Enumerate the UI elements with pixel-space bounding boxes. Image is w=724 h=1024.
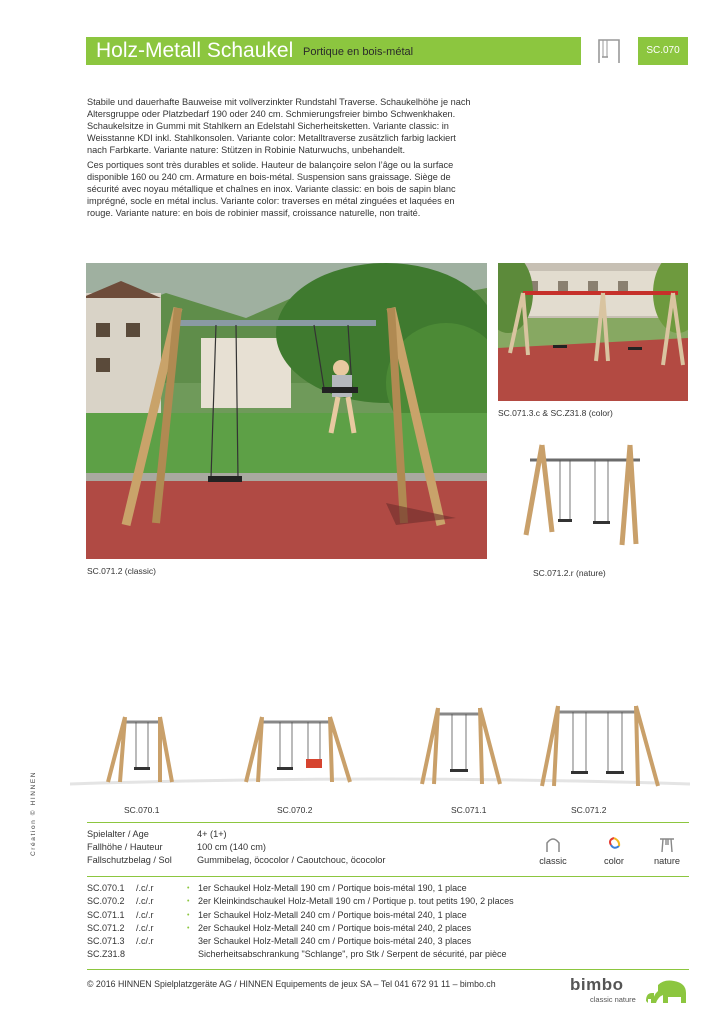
specs-table	[87, 828, 385, 867]
color-swirl-icon	[605, 836, 623, 852]
product-label: SC.070.2	[277, 805, 313, 815]
variant-label: nature	[653, 856, 681, 866]
arch-icon	[544, 836, 562, 852]
item-marker: •	[187, 911, 190, 919]
item-code: SC.071.2	[87, 922, 125, 933]
page-subtitle: Portique en bois-métal	[303, 46, 414, 58]
elephant-icon	[644, 979, 690, 1005]
caption-nature-render: SC.071.2.r (nature)	[533, 568, 606, 578]
divider	[87, 969, 689, 970]
spec-value: 4+ (1+)	[197, 829, 227, 839]
spec-value: Gummibelag, öcocolor / Caoutchouc, öcocolor	[197, 855, 386, 865]
item-code: SC.071.1	[87, 909, 125, 920]
product-label: SC.071.2	[571, 805, 607, 815]
item-description: 3er Schaukel Holz-Metall 240 cm / Portique bois-métal 240, 3 places	[198, 936, 472, 947]
main-photo	[86, 263, 487, 559]
item-description: 2er Schaukel Holz-Metall 240 cm / Portique bois-métal 240, 2 places	[198, 922, 472, 933]
product-label: SC.071.1	[451, 805, 487, 815]
variant-color	[589, 836, 639, 866]
footer-text: © 2016 HINNEN Spielplatzgeräte AG / HINNEN Equipements de jeux SA – Tel 041 672 91 11 – bimbo.ch	[87, 979, 496, 989]
nature-variant-render	[520, 440, 645, 550]
logo-brand: bimbo	[570, 975, 624, 994]
item-marker: •	[187, 898, 190, 906]
item-description: Sicherheitsabschrankung "Schlange", pro Stk / Serpent de sécurité, par pièce	[198, 949, 507, 960]
header-code: SC.070	[638, 37, 688, 65]
item-variants: /.c/.r	[136, 936, 154, 947]
logo-tagline: classic nature	[590, 995, 636, 1004]
caption-color-photo: SC.071.3.c & SC.Z31.8 (color)	[498, 408, 613, 418]
product-illustration-sc0711	[422, 708, 500, 784]
variant-label: classic	[539, 856, 567, 866]
item-description: 2er Kleinkindschaukel Holz-Metall 190 cm / Portique p. tout petits 190, 2 places	[198, 896, 514, 907]
product-illustration-sc0712	[542, 706, 658, 786]
item-marker: •	[187, 924, 190, 932]
intro-text-de: Stabile und dauerhafte Bauweise mit vollverzinkter Rundstahl Traverse. Schaukelhöhe je nach Altersgruppe oder Platzbedarf 190 oder 240 cm. Schmierungsfreier bimbo Schwenkhaken. Schaukelsitze in Gummi mit Stahlkern an Edelstahl Sicherheitsketten. Variante classic: in Weisstanne KDI inkl. Stahlkonsolen. Variante color: Metalltraverse zusätzlich farbig lackiert nach Farbkarte. Variante nature: Stützen in Robinie Naturwuchs, unbehandelt.	[87, 97, 471, 155]
item-code: SC.071.3	[87, 936, 125, 947]
item-code: SC.070.1	[87, 883, 125, 893]
swing-frame-icon	[595, 37, 623, 65]
spec-value: 100 cm (140 cm)	[197, 842, 266, 852]
product-illustration-sc0702	[246, 717, 350, 782]
variant-nature	[642, 836, 692, 866]
bimbo-logo	[568, 975, 693, 1010]
item-variants: /.c/.r	[136, 922, 154, 933]
variant-label: color	[604, 856, 624, 866]
item-variants: /.c/.r	[136, 896, 154, 907]
item-code: SC.Z31.8	[87, 949, 126, 960]
page-title: Holz-Metall Schaukel	[96, 39, 294, 62]
item-description: 1er Schaukel Holz-Metall 190 cm / Portique bois-métal 190, 1 place	[198, 883, 467, 893]
variant-classic	[528, 836, 578, 866]
item-marker: •	[187, 885, 190, 892]
item-description: 1er Schaukel Holz-Metall 240 cm / Portique bois-métal 240, 1 place	[198, 909, 467, 920]
spec-row	[87, 854, 385, 867]
intro-text-fr: Ces portiques sont très durables et solide. Hauteur de balançoire selon l’âge ou la surface disponible 160 ou 240 cm. Armature en bois-métal. Suspension sans graissage. Siège de sécurité avec noyau métallique et chaînes en inox. Variante classic: en bois de sapin blanc imprégné, socle en métal inclus. Variante color: traverses en métal zinguées et laquées en rouge. Variante nature: en bois de robinier massif, croissance naturelle, non traité.	[87, 160, 456, 218]
spec-label: Fallschutzbelag / Sol	[87, 855, 172, 865]
divider	[87, 876, 689, 877]
spec-label: Fallhöhe / Hauteur	[87, 842, 163, 852]
spec-label: Spielalter / Age	[87, 829, 149, 839]
caption-main-photo: SC.071.2 (classic)	[87, 566, 156, 576]
spec-row	[87, 841, 385, 854]
product-illustration-sc0701	[108, 717, 172, 782]
side-credit: Création © HINNEN	[30, 770, 37, 856]
item-code: SC.070.2	[87, 896, 125, 907]
tree-trunk-icon	[658, 836, 676, 852]
product-label: SC.070.1	[124, 805, 160, 815]
product-lineup	[70, 702, 690, 792]
header-bar	[86, 37, 581, 65]
color-variant-photo	[498, 263, 688, 401]
item-variants: /.c/.r	[136, 883, 154, 893]
divider	[87, 822, 689, 823]
item-variants: /.c/.r	[136, 909, 154, 920]
spec-row	[87, 828, 385, 841]
